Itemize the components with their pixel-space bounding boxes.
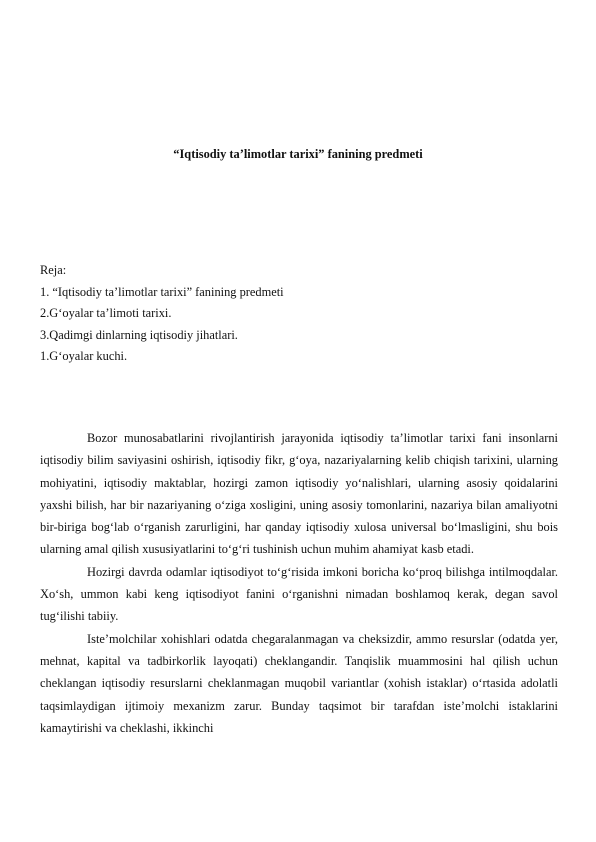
plan-heading: Reja: [40, 263, 67, 277]
paragraph: Bozor munosabatlarini rivojlantirish jarayonida iqtisodiy ta’limotlar tarixi fani insonlarni iqtisodiy bilim saviyasini oshirish, iqtisodiy fikr, g‘oya, nazariyalarning kelib chiqish tarixini, ularning mohiyatini, iqtisodiy maktablar, hozirgi zamon iqtisodiy yo‘nalishlari, ularning asosiy qoidalarini yaxshi bilish, har bir nazariyaning o‘ziga xosligini, uning asosiy tomonlarini, nazariya bilan amaliyotni bir-biriga bog‘lab o‘rganish zarurligini, har qanday iqtisodiy xulosa universal bo‘lmasligini, shu bois ularning amal qilish xususiyatlarini to‘g‘ri tushinish uchun muhim ahamiyat kasb etadi. [40, 431, 558, 557]
document-title: “Iqtisodiy ta’limotlar tarixi” fanining predmeti [173, 147, 423, 161]
paragraph: Hozirgi davrda odamlar iqtisodiyot to‘g‘risida imkoni boricha ko‘proq bilishga intilmoqdalar. Xo‘sh, ummon kabi keng iqtisodiyot fanini o‘rganishni nimadan boshlamoq kerak, degan savol tug‘ilishi tabiiy. [40, 564, 558, 624]
plan-section [40, 260, 560, 368]
plan-item: 3.Qadimgi dinlarning iqtisodiy jihatlari. [40, 327, 238, 342]
plan-item: 2.G‘oyalar ta’limoti tarixi. [40, 306, 172, 321]
paragraph: Iste’molchilar xohishlari odatda chegaralanmagan va cheksizdir, ammo resurslar (odatda yer, mehnat, kapital va tadbirkorlik layoqati) cheklangandir. Tanqislik muammosini hal qilish uchun cheklangan iqtisodiy resurslarni cheklanmagan muqobil variantlar (xohish istaklar) o‘rtasida adolatli taqsimlaydigan ijtimoiy mexanizm zarur. Bunday taqsimot bir tarafdan iste’molchi istaklarini kamaytirishi va cheklashi, ikkinchi [40, 631, 558, 735]
plan-item: 1. “Iqtisodiy ta’limotlar tarixi” fanining predmeti [40, 284, 284, 299]
plan-item: 1.G‘oyalar kuchi. [40, 349, 128, 364]
body-text [40, 427, 558, 739]
